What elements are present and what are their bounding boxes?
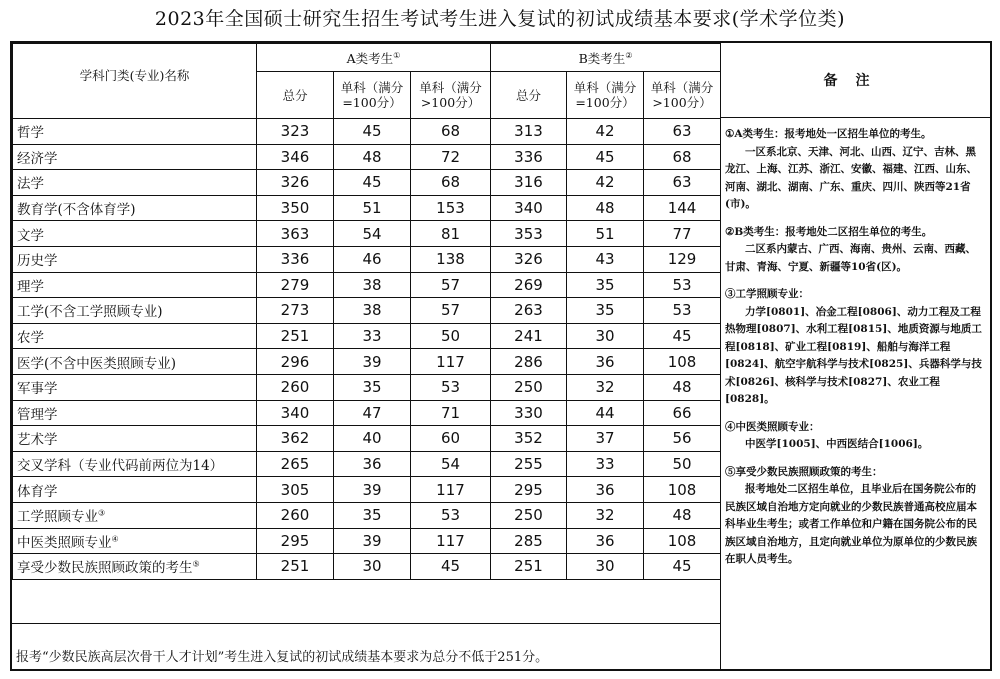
subject-name-cell	[13, 170, 257, 196]
b-total-cell: 340	[491, 195, 567, 221]
b-total-cell: 285	[491, 528, 567, 554]
b-total-cell: 241	[491, 323, 567, 349]
table-row	[13, 400, 721, 426]
a-total-cell: 323	[257, 119, 334, 145]
b-total-cell: 330	[491, 400, 567, 426]
group-b-label: B类考生	[578, 51, 626, 67]
b-single-over100-cell: 53	[644, 298, 721, 324]
a-single-over100-cell: 71	[411, 400, 491, 426]
subject-name: 经济学	[17, 150, 58, 167]
a-single-over100-cell: 45	[411, 554, 491, 580]
subject-name: 享受少数民族照顾政策的考生	[17, 560, 193, 577]
a-total-cell: 260	[257, 502, 334, 528]
b-total-cell: 286	[491, 349, 567, 375]
subject-name-cell	[13, 349, 257, 375]
note-title: ③工学照顾专业：	[725, 288, 809, 300]
a-total-cell: 296	[257, 349, 334, 375]
a-total-header: 总分	[257, 72, 334, 119]
note-item	[725, 126, 986, 214]
subject-name: 艺术学	[17, 432, 58, 449]
score-table-frame	[10, 41, 992, 671]
a-single-100-cell: 35	[334, 374, 411, 400]
a-single-over100-cell: 117	[411, 528, 491, 554]
a-single-over100-cell: 117	[411, 477, 491, 503]
note-body: 报考地处二区招生单位，且毕业后在国务院公布的民族区域自治地方定向就业的少数民族普通高校应届本科毕业生考生；或者工作单位和户籍在国务院公布的民族区域自治地方，且定向就业单位为原单位的少数民族在职人员考生。	[725, 483, 977, 565]
subject-name-cell	[13, 477, 257, 503]
b-single-100-cell: 35	[567, 272, 644, 298]
b-single-over100-cell: 68	[644, 144, 721, 170]
b-single-over100-header: 单科（满分>100分）	[644, 72, 721, 119]
b-total-cell: 336	[491, 144, 567, 170]
note-body: 一区系北京、天津、河北、山西、辽宁、吉林、黑龙江、上海、江苏、浙江、安徽、福建、江西、山东、河南、湖北、湖南、广东、重庆、四川、陕西等21省(市)。	[725, 145, 977, 210]
subject-name-cell	[13, 119, 257, 145]
note-title: ②B类考生：报考地处二区招生单位的考生。	[725, 225, 933, 238]
a-single-over100-cell: 60	[411, 426, 491, 452]
a-single-100-cell: 38	[334, 272, 411, 298]
footnote-mark: ⑤	[192, 559, 200, 569]
b-total-cell: 326	[491, 246, 567, 272]
b-single-over100-cell: 108	[644, 349, 721, 375]
a-total-cell: 336	[257, 246, 334, 272]
a-single-100-cell: 39	[334, 477, 411, 503]
b-single-100-cell: 30	[567, 323, 644, 349]
a-single-100-cell: 47	[334, 400, 411, 426]
subject-name-cell	[13, 554, 257, 580]
note-item	[725, 464, 986, 569]
b-single-100-cell: 44	[567, 400, 644, 426]
subject-name-cell	[13, 323, 257, 349]
subject-name-cell	[13, 400, 257, 426]
b-single-100-cell: 36	[567, 349, 644, 375]
b-total-cell: 263	[491, 298, 567, 324]
a-single-100-cell: 46	[334, 246, 411, 272]
a-total-cell: 346	[257, 144, 334, 170]
b-total-cell: 313	[491, 119, 567, 145]
b-single-over100-cell: 45	[644, 323, 721, 349]
subject-name-cell	[13, 451, 257, 477]
subject-name: 理学	[17, 278, 44, 295]
note-item	[725, 286, 986, 409]
a-single-over100-cell: 53	[411, 374, 491, 400]
subject-name: 管理学	[17, 406, 58, 423]
a-total-cell: 326	[257, 170, 334, 196]
b-single-100-cell: 32	[567, 502, 644, 528]
subject-name: 交叉学科（专业代码前两位为14）	[17, 458, 224, 475]
b-single-100-cell: 30	[567, 554, 644, 580]
note-title: ⑤享受少数民族照顾政策的考生：	[725, 465, 883, 478]
a-total-cell: 362	[257, 426, 334, 452]
b-total-cell: 352	[491, 426, 567, 452]
b-single-over100-cell: 108	[644, 528, 721, 554]
a-single-over100-cell: 68	[411, 170, 491, 196]
subject-name: 工学照顾专业	[17, 509, 98, 526]
b-single-100-cell: 35	[567, 298, 644, 324]
b-total-cell: 251	[491, 554, 567, 580]
footnote-mark: ③	[98, 508, 106, 518]
group-b-footnote-mark: ②	[625, 51, 633, 61]
a-single-100-cell: 38	[334, 298, 411, 324]
table-row	[13, 528, 721, 554]
b-single-over100-cell: 53	[644, 272, 721, 298]
a-single-100-header: 单科（满分=100分）	[334, 72, 411, 119]
a-single-100-cell: 39	[334, 349, 411, 375]
table-row	[13, 426, 721, 452]
a-single-over100-cell: 153	[411, 195, 491, 221]
note-title: ④中医类照顾专业：	[725, 420, 820, 433]
b-single-over100-cell: 48	[644, 374, 721, 400]
b-single-over100-cell: 63	[644, 170, 721, 196]
notes-panel	[720, 118, 990, 669]
subject-name-cell	[13, 195, 257, 221]
note-title: ①A类考生：报考地处一区招生单位的考生。	[725, 128, 932, 140]
a-single-100-cell: 45	[334, 119, 411, 145]
b-single-over100-cell: 129	[644, 246, 721, 272]
table-row	[13, 477, 721, 503]
group-a-footnote-mark: ①	[393, 51, 401, 61]
note-body: 二区系内蒙古、广西、海南、贵州、云南、西藏、甘肃、青海、宁夏、新疆等10省(区)。	[725, 243, 976, 273]
b-single-100-cell: 43	[567, 246, 644, 272]
b-single-100-cell: 37	[567, 426, 644, 452]
b-single-over100-cell: 63	[644, 119, 721, 145]
b-total-cell: 295	[491, 477, 567, 503]
subject-name-cell	[13, 374, 257, 400]
b-total-cell: 316	[491, 170, 567, 196]
subject-name-cell	[13, 144, 257, 170]
b-single-over100-cell: 66	[644, 400, 721, 426]
a-total-cell: 340	[257, 400, 334, 426]
b-total-cell: 353	[491, 221, 567, 247]
a-single-100-cell: 54	[334, 221, 411, 247]
b-total-cell: 255	[491, 451, 567, 477]
subject-column-header: 学科门类(专业)名称	[13, 44, 257, 119]
a-total-cell: 363	[257, 221, 334, 247]
subject-name: 文学	[17, 227, 44, 244]
table-row	[13, 298, 721, 324]
subject-name: 医学(不含中医类照顾专业)	[17, 355, 177, 372]
table-row	[13, 374, 721, 400]
a-single-100-cell: 35	[334, 502, 411, 528]
subject-name: 军事学	[17, 381, 58, 398]
b-single-100-cell: 48	[567, 195, 644, 221]
table-row	[13, 272, 721, 298]
a-single-over100-cell: 57	[411, 298, 491, 324]
b-single-over100-cell: 77	[644, 221, 721, 247]
a-single-over100-header: 单科（满分>100分）	[411, 72, 491, 119]
b-single-100-cell: 33	[567, 451, 644, 477]
page-title: 2023年全国硕士研究生招生考试考生进入复试的初试成绩基本要求(学术学位类)	[154, 8, 846, 30]
subject-name-cell	[13, 298, 257, 324]
subject-name-cell	[13, 221, 257, 247]
a-total-cell: 260	[257, 374, 334, 400]
b-single-over100-cell: 50	[644, 451, 721, 477]
a-single-over100-cell: 57	[411, 272, 491, 298]
table-row	[13, 554, 721, 580]
table-row	[13, 246, 721, 272]
b-single-over100-cell: 56	[644, 426, 721, 452]
b-single-over100-cell: 48	[644, 502, 721, 528]
a-single-100-cell: 39	[334, 528, 411, 554]
subject-name-cell	[13, 246, 257, 272]
b-single-over100-cell: 144	[644, 195, 721, 221]
subject-name: 工学(不含工学照顾专业)	[17, 304, 163, 321]
subject-name-cell	[13, 272, 257, 298]
b-total-header: 总分	[491, 72, 567, 119]
a-total-cell: 273	[257, 298, 334, 324]
a-total-cell: 350	[257, 195, 334, 221]
a-single-100-cell: 36	[334, 451, 411, 477]
a-single-over100-cell: 53	[411, 502, 491, 528]
b-single-over100-cell: 108	[644, 477, 721, 503]
a-single-100-cell: 40	[334, 426, 411, 452]
group-a-label: A类考生	[346, 51, 394, 67]
a-single-100-cell: 48	[334, 144, 411, 170]
table-row	[13, 195, 721, 221]
b-single-over100-cell: 45	[644, 554, 721, 580]
footer-note: 报考“少数民族高层次骨干人才计划”考生进入复试的初试成绩基本要求为总分不低于251分。	[12, 623, 720, 669]
note-item	[725, 419, 986, 454]
table-row	[13, 170, 721, 196]
b-single-100-cell: 51	[567, 221, 644, 247]
subject-name: 法学	[17, 176, 44, 193]
footnote-mark: ④	[111, 534, 119, 544]
note-body: 中医学[1005]、中西医结合[1006]。	[745, 438, 929, 450]
a-single-100-cell: 30	[334, 554, 411, 580]
b-single-100-cell: 42	[567, 119, 644, 145]
a-single-over100-cell: 138	[411, 246, 491, 272]
table-row	[13, 323, 721, 349]
a-single-over100-cell: 72	[411, 144, 491, 170]
subject-name: 体育学	[17, 483, 58, 500]
subject-name-cell	[13, 528, 257, 554]
subject-name: 教育学(不含体育学)	[17, 202, 136, 219]
b-total-cell: 269	[491, 272, 567, 298]
subject-name-cell	[13, 502, 257, 528]
subject-name: 哲学	[17, 125, 44, 142]
a-single-over100-cell: 117	[411, 349, 491, 375]
note-body: 力学[0801]、冶金工程[0806]、动力工程及工程热物理[0807]、水利工程[0815]、地质资源与地质工程[0818]、矿业工程[0819]、船舶与海洋工程[0824]、航空宇航科学与技术[0825]、兵器科学与技术[0826]、核科学与技术[0827]、农业工程[0828]。	[725, 305, 982, 405]
a-single-over100-cell: 68	[411, 119, 491, 145]
table-row	[13, 221, 721, 247]
note-item	[725, 224, 986, 277]
table-row	[13, 144, 721, 170]
subject-name: 历史学	[17, 253, 58, 270]
b-single-100-cell: 36	[567, 477, 644, 503]
table-row	[13, 451, 721, 477]
a-single-100-cell: 33	[334, 323, 411, 349]
a-total-cell: 251	[257, 323, 334, 349]
table-row	[13, 119, 721, 145]
a-total-cell: 251	[257, 554, 334, 580]
score-table	[12, 43, 721, 580]
subject-name: 农学	[17, 330, 44, 347]
table-row	[13, 349, 721, 375]
b-single-100-cell: 45	[567, 144, 644, 170]
a-total-cell: 305	[257, 477, 334, 503]
a-single-100-cell: 51	[334, 195, 411, 221]
group-a-header	[257, 44, 491, 72]
b-single-100-cell: 32	[567, 374, 644, 400]
a-single-over100-cell: 81	[411, 221, 491, 247]
b-total-cell: 250	[491, 374, 567, 400]
a-total-cell: 295	[257, 528, 334, 554]
a-total-cell: 265	[257, 451, 334, 477]
a-single-100-cell: 45	[334, 170, 411, 196]
subject-name-cell	[13, 426, 257, 452]
group-b-header	[491, 44, 721, 72]
b-single-100-cell: 42	[567, 170, 644, 196]
a-total-cell: 279	[257, 272, 334, 298]
subject-name: 中医类照顾专业	[17, 534, 112, 551]
a-single-over100-cell: 54	[411, 451, 491, 477]
b-single-100-header: 单科（满分=100分）	[567, 72, 644, 119]
notes-header: 备注	[720, 43, 990, 118]
b-single-100-cell: 36	[567, 528, 644, 554]
a-single-over100-cell: 50	[411, 323, 491, 349]
b-total-cell: 250	[491, 502, 567, 528]
table-row	[13, 502, 721, 528]
